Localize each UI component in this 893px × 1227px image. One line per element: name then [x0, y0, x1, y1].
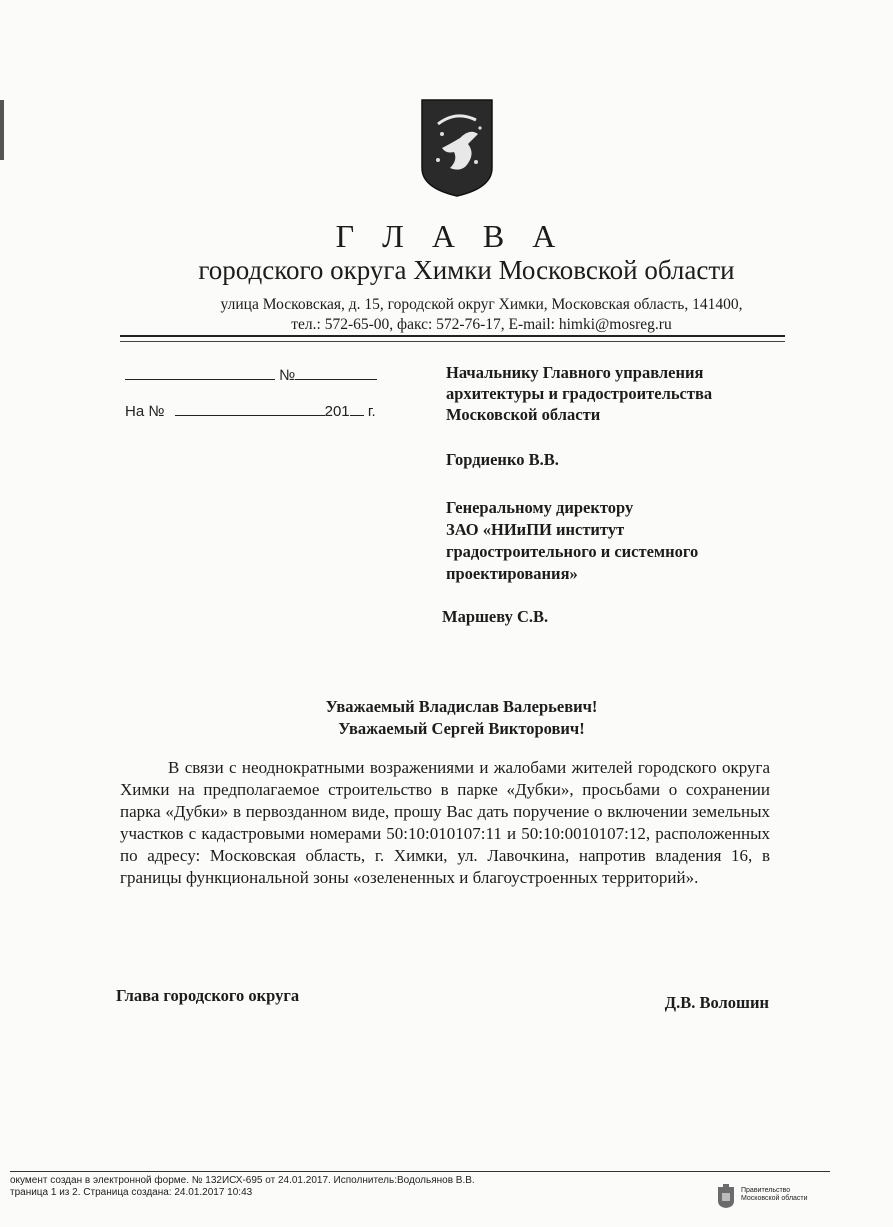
scan-edge: [0, 100, 4, 160]
footer-line-1: окумент создан в электронной форме. № 132ИСХ-695 от 24.01.2017. Исполнитель:Водольянов В.В.: [10, 1175, 475, 1186]
addressee-block-1: [446, 362, 712, 425]
number-sign: №: [279, 367, 296, 384]
number-blank: [295, 365, 377, 380]
addressee-line: Маршеву С.В.: [442, 607, 549, 626]
addressee-line: Начальнику Главного управления: [446, 363, 704, 382]
org-line-1: Правительство: [741, 1187, 791, 1194]
address-line-1: улица Московская, д. 15, городской округ Химки, Московская область, 141400,: [220, 296, 743, 313]
address-line-2: тел.: 572-65-00, факс: 572-76-17, E-mail: himki@mosreg.ru: [291, 316, 672, 333]
document-subtitle: городского округа Химки Московской области: [198, 255, 735, 285]
header-rule-thick: [120, 335, 785, 337]
date-blank: [125, 365, 275, 380]
footer-metadata: [10, 1175, 690, 1198]
addressee-line: архитектуры и градостроительства: [446, 384, 713, 403]
addressee-line: Московской области: [446, 405, 601, 424]
reply-number-blank: [175, 401, 325, 416]
signatory-position: Глава городского округа: [116, 986, 300, 1005]
org-line-2: Московской области: [741, 1195, 808, 1202]
greeting-1: Уважаемый Владислав Валерьевич!: [325, 697, 598, 716]
addressee-line: проектирования»: [446, 564, 578, 583]
addressee-line: Генеральному директору: [446, 498, 634, 517]
footer-rule: [10, 1171, 830, 1172]
moscow-oblast-emblem-icon: [716, 1183, 736, 1209]
header-rule-thin: [120, 341, 785, 342]
year-prefix: 201: [324, 403, 350, 420]
reply-number-line: [125, 401, 376, 420]
addressee-line: градостроительного и системного: [446, 542, 699, 561]
letter-body: В связи с неоднократными возражениями и жалобами жителей городского округа Химки на предполагаемое строительство в парке «Дубки», просьбами о сохранении парка «Дубки» в первозданном виде, прошу Вас дать поручение о включении земельных участков с кадастровыми номерами 50:10:010107:11 и 50:10:0010107:12, расположенных по адресу: Московская область, г. Химки, ул. Лавочкина, напротив владения 16, в границы функциональной зоны «озелененных и благоустроенных территорий».: [120, 758, 770, 887]
year-blank: [350, 401, 364, 416]
footer-organization: [741, 1187, 808, 1203]
khimki-coat-of-arms-icon: [420, 98, 494, 198]
addressee-block-2: [446, 497, 698, 585]
addressee-line: ЗАО «НИиПИ институт: [446, 520, 625, 539]
year-suffix: г.: [367, 403, 376, 420]
addressee-name-2: [442, 606, 548, 627]
sender-address: [0, 295, 893, 335]
footer-line-2: траница 1 из 2. Страница создана: 24.01.2017 10:43: [10, 1186, 253, 1198]
outgoing-number-line: [125, 365, 377, 384]
addressee-line: Гордиенко В.В.: [446, 450, 559, 469]
greeting-2: Уважаемый Сергей Викторович!: [338, 719, 585, 738]
reply-prefix: На №: [125, 403, 165, 420]
addressee-name-1: [446, 449, 559, 470]
document-title: Г Л А В А: [335, 218, 566, 254]
signatory-name: Д.В. Волошин: [664, 993, 769, 1012]
